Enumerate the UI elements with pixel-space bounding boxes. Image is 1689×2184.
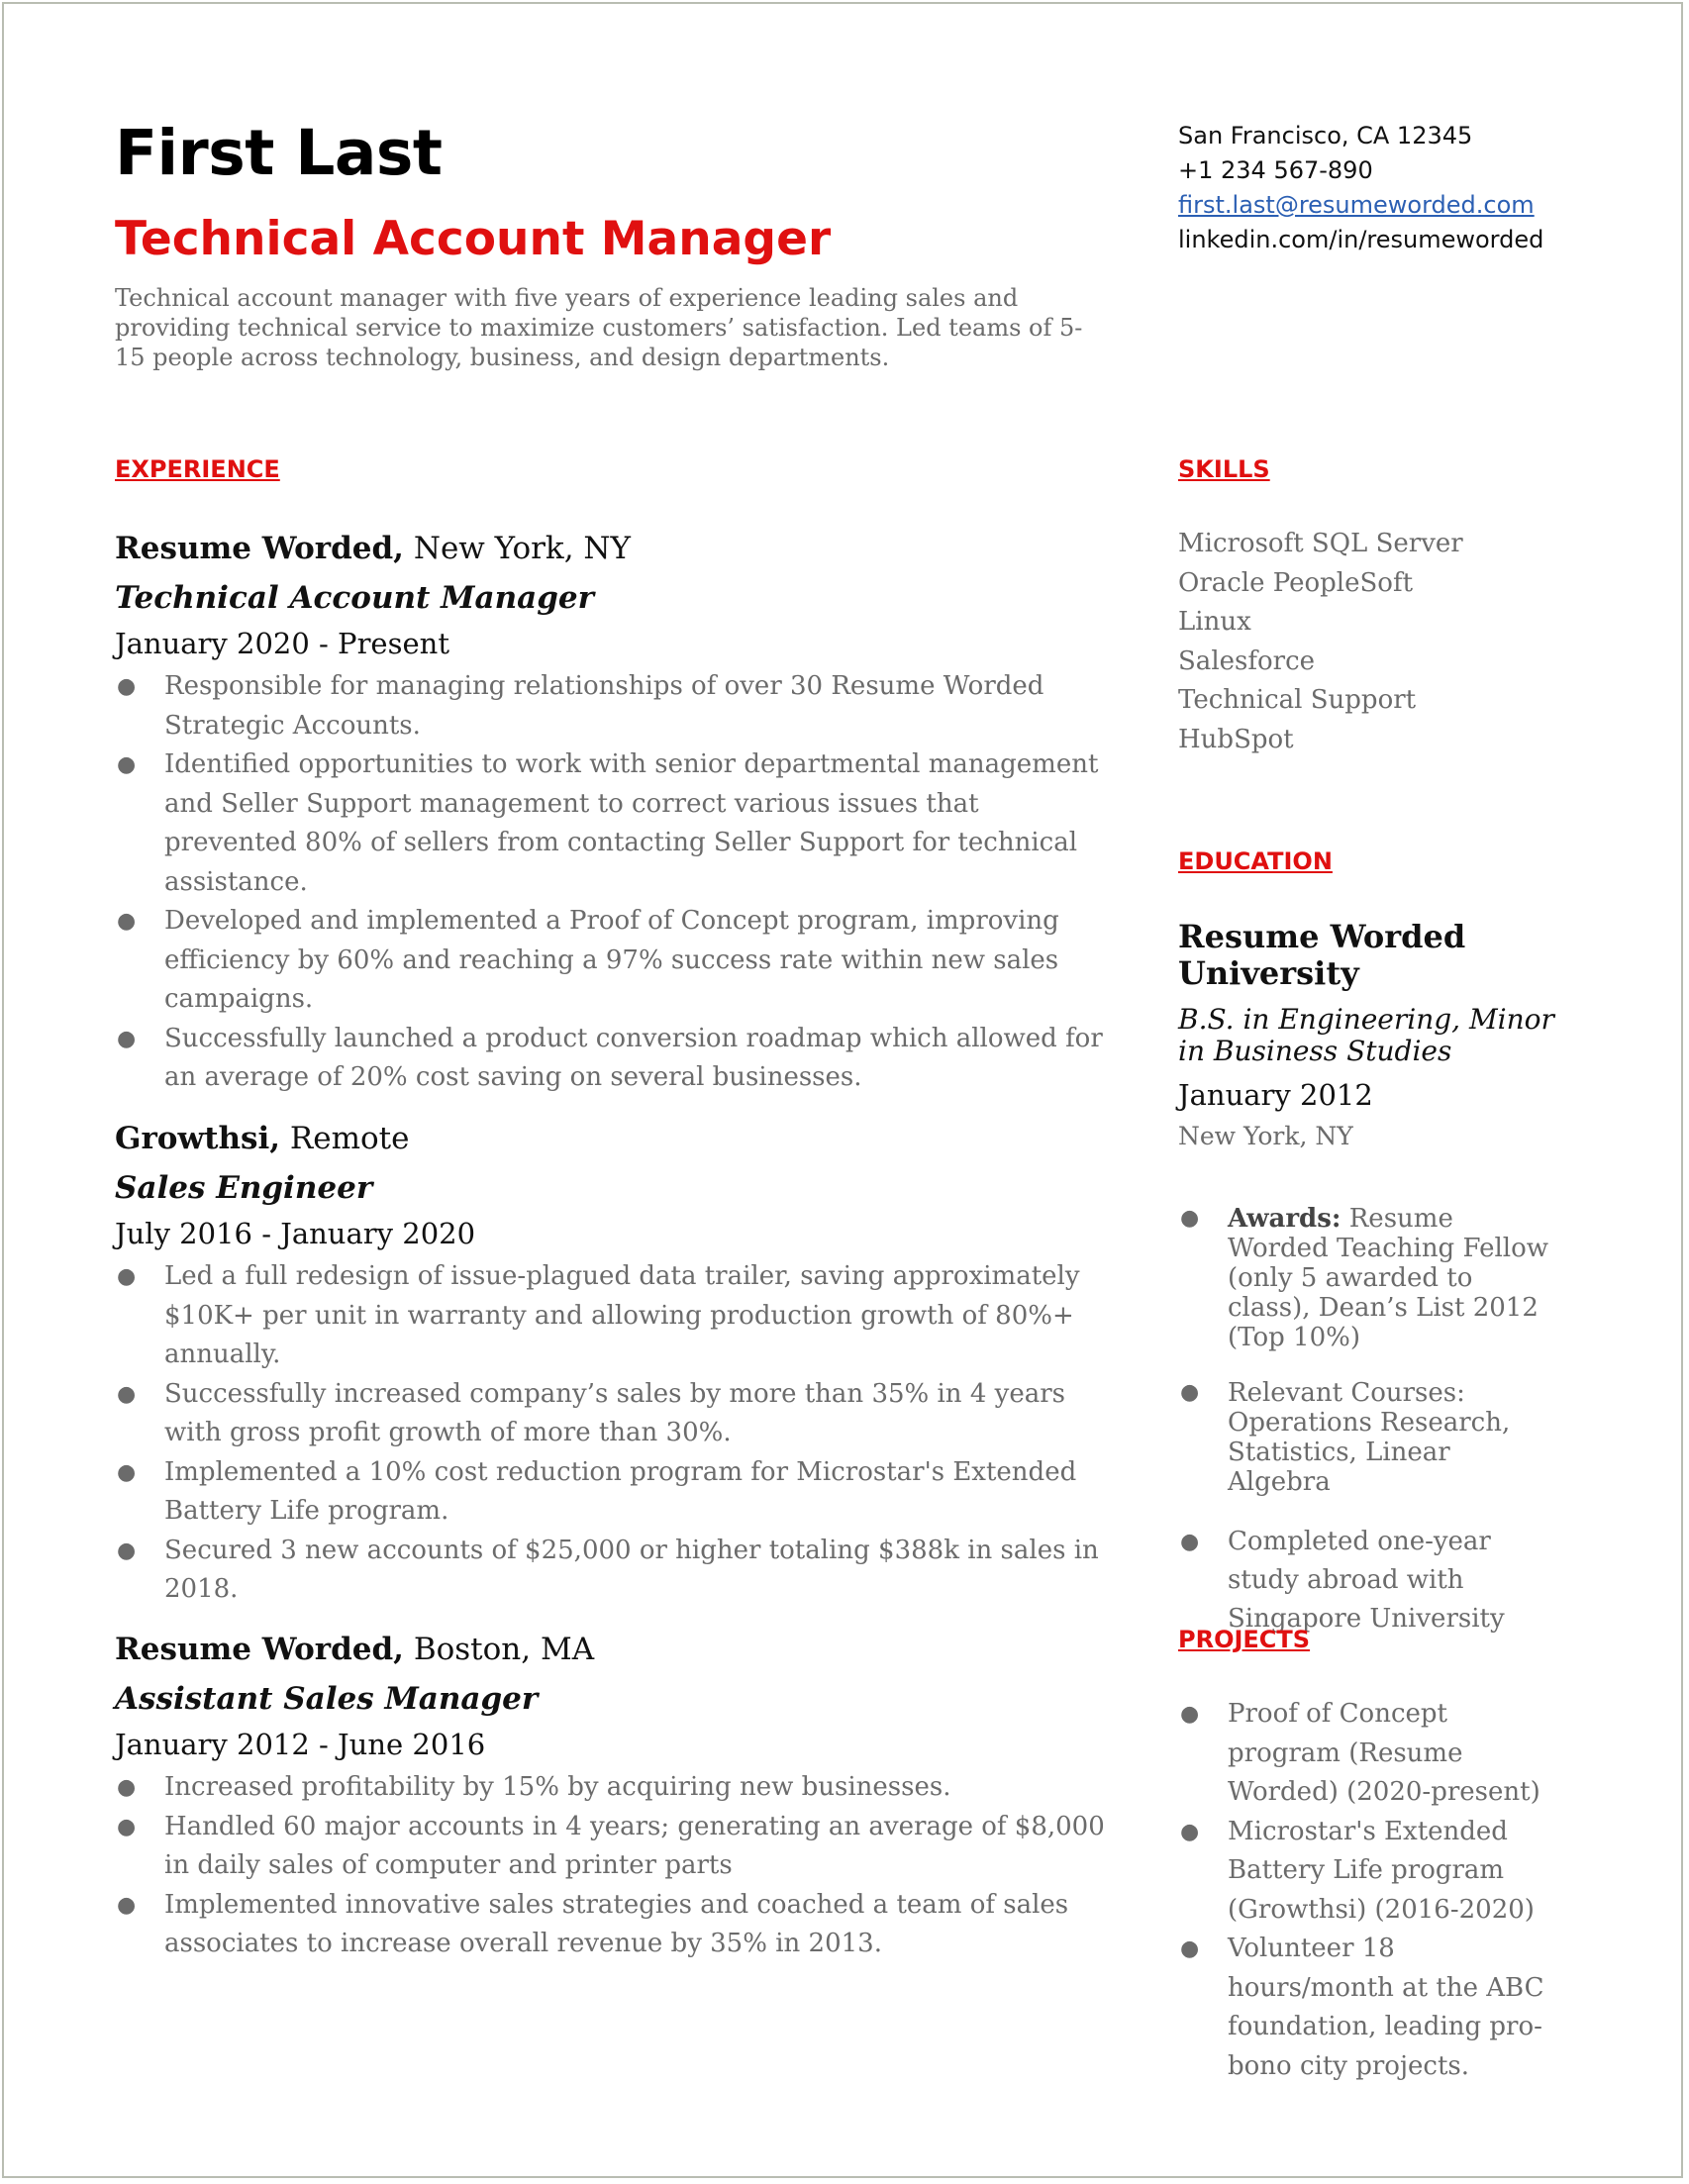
bullet-icon: ●: [117, 1459, 137, 1485]
job-dates: July 2016 - January 2020: [115, 1217, 476, 1250]
education-date: January 2012: [1178, 1078, 1373, 1112]
job-dates: January 2012 - June 2016: [115, 1728, 486, 1761]
list-item: ● Proof of Concept program (Resume Worded) (2020-present): [1178, 1695, 1554, 1813]
job-title: Technical Account Manager: [115, 580, 594, 616]
contact-linkedin: linkedin.com/in/resumeworded: [1178, 226, 1544, 253]
skill-item: HubSpot: [1178, 724, 1294, 754]
bullet-list: [115, 1768, 1105, 1964]
projects-list: [1178, 1695, 1554, 2086]
section-title-education: EDUCATION: [1178, 847, 1333, 875]
skills-list: [1178, 525, 1574, 759]
bullet-icon: ●: [1180, 1702, 1200, 1727]
company-location: New York, NY: [403, 531, 632, 566]
bullet-icon: ●: [117, 1814, 137, 1839]
list-item: ● Microstar's Extended Battery Life program (Growthsi) (2016-2020): [1178, 1813, 1554, 1931]
experience-entry: [115, 529, 1105, 1098]
company-name: Resume Worded,: [115, 1632, 404, 1667]
section-title-experience: EXPERIENCE: [115, 455, 280, 483]
list-item: ● Increased profitability by 15% by acquiring new businesses.: [115, 1768, 1105, 1808]
education-entry: [1178, 919, 1574, 1152]
contact-location: San Francisco, CA 12345: [1178, 122, 1473, 149]
skill-item: Microsoft SQL Server: [1178, 529, 1463, 558]
list-item: ● Handled 60 major accounts in 4 years; generating an average of $8,000 in daily sales of computer and printer parts: [115, 1808, 1105, 1886]
bullet-list: [115, 667, 1105, 1098]
list-item: ● Completed one-year study abroad with Singapore University: [1178, 1523, 1554, 1638]
list-item: ● Led a full redesign of issue-plagued data trailer, saving approximately $10K+ per unit in warranty and allowing production growth of 80%+ annually.: [115, 1257, 1105, 1375]
bullet-icon: ●: [1180, 1206, 1200, 1231]
section-title-skills: SKILLS: [1178, 455, 1270, 483]
bullet-icon: ●: [117, 674, 137, 699]
list-item: ● Implemented a 10% cost reduction program for Microstar's Extended Battery Life program.: [115, 1453, 1105, 1532]
bullet-icon: ●: [1180, 1936, 1200, 1961]
experience-entry: [115, 1119, 1105, 1610]
list-item: ● Relevant Courses: Operations Research, Statistics, Linear Algebra: [1180, 1378, 1511, 1497]
projects-bullet-list: [1178, 1695, 1554, 2086]
job-title: Sales Engineer: [115, 1170, 373, 1206]
list-item: ● Implemented innovative sales strategies and coached a team of sales associates to increase overall revenue by 35% in 2013.: [115, 1886, 1105, 1964]
contact-phone: +1 234 567-890: [1178, 156, 1373, 184]
bullet-icon: ●: [117, 752, 137, 777]
summary: Technical account manager with five years of experience leading sales and providing technical service to maximize customers’ satisfaction. Led teams of 5-15 people across technology, business, and design departments.: [115, 284, 1083, 371]
company-name: Growthsi,: [115, 1121, 281, 1156]
job-dates: January 2020 - Present: [115, 627, 449, 660]
education-details: [1178, 1204, 1554, 1664]
list-item: ● Secured 3 new accounts of $25,000 or higher totaling $388k in sales in 2018.: [115, 1532, 1105, 1610]
skill-item: Technical Support: [1178, 685, 1417, 715]
bullet-icon: ●: [117, 1026, 137, 1051]
company-name: Resume Worded,: [115, 531, 404, 566]
bullet-icon: ●: [117, 1892, 137, 1918]
company-location: Boston, MA: [403, 1632, 595, 1667]
school-name: Resume Worded University: [1178, 918, 1466, 992]
degree: B.S. in Engineering, Minor in Business Studies: [1178, 1003, 1554, 1067]
bullet-icon: ●: [1180, 1819, 1200, 1844]
education-location: New York, NY: [1178, 1122, 1353, 1150]
bullet-icon: ●: [117, 1775, 137, 1800]
bullet-icon: ●: [1180, 1530, 1200, 1554]
bullet-icon: ●: [117, 1538, 137, 1563]
skill-item: Salesforce: [1178, 645, 1316, 676]
bullet-icon: ●: [117, 1264, 137, 1289]
bullet-icon: ●: [1180, 1380, 1200, 1405]
experience-entry: [115, 1630, 1105, 1964]
skill-item: Linux: [1178, 607, 1251, 637]
bullet-icon: ●: [117, 1381, 137, 1407]
list-item: ● Identified opportunities to work with senior departmental management and Seller Support management to correct various issues that prevented 80% of sellers from contacting Seller Support for technical assistance.: [115, 745, 1105, 902]
candidate-role: Technical Account Manager: [115, 212, 832, 266]
skill-item: Oracle PeopleSoft: [1178, 567, 1414, 598]
section-title-projects: PROJECTS: [1178, 1626, 1311, 1653]
list-item: ● Successfully increased company’s sales by more than 35% in 4 years with gross profit growth of more than 30%.: [115, 1375, 1105, 1453]
job-title: Assistant Sales Manager: [115, 1681, 539, 1717]
list-item: ● Responsible for managing relationships of over 30 Resume Worded Strategic Accounts.: [115, 667, 1105, 745]
bullet-icon: ●: [117, 909, 137, 934]
education-bullet-list: [1178, 1204, 1554, 1638]
candidate-name: First Last: [115, 117, 443, 189]
list-item: ● Developed and implemented a Proof of Concept program, improving efficiency by 60% and reaching a 97% success rate within new sales campaigns.: [115, 902, 1105, 1020]
contact-email-link[interactable]: first.last@resumeworded.com: [1178, 191, 1535, 219]
company-location: Remote: [280, 1121, 410, 1156]
list-item: ● Volunteer 18 hours/month at the ABC foundation, leading pro-bono city projects.: [1178, 1930, 1554, 2086]
contact-block: [1178, 119, 1543, 257]
list-item: ● Awards: Resume Worded Teaching Fellow (only 5 awarded to class), Dean’s List 2012 (Top 10%): [1180, 1204, 1549, 1352]
list-item: ● Successfully launched a product conversion roadmap which allowed for an average of 20% cost saving on several businesses.: [115, 1020, 1105, 1098]
bullet-list: [115, 1257, 1105, 1610]
